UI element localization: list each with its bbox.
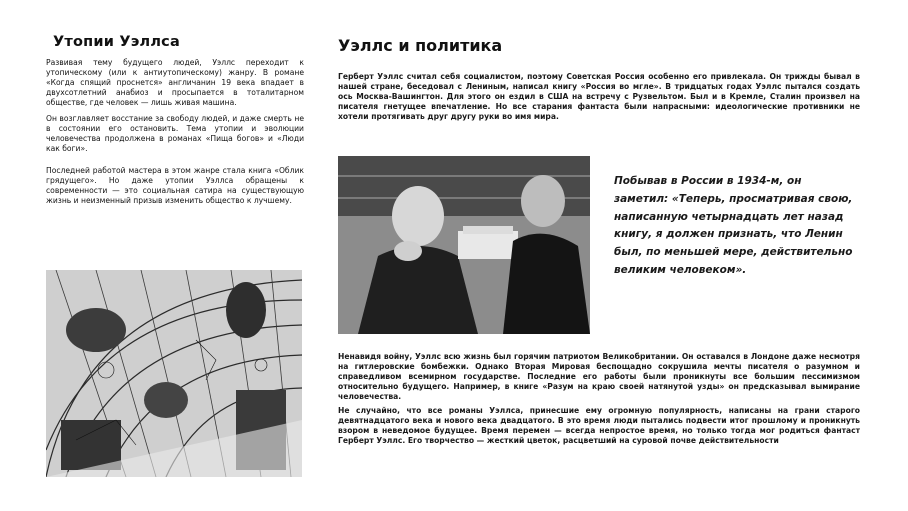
paragraph-text: Ненавидя войну, Уэллс всю жизнь был горячим патриотом Великобритании. Он оставался в Лондоне даже несмотря на гитлеровские бомбежки. Однако Вторая Мировая беспощадно сокрушила мечты писателя о разумном и справедливом всемирном государстве. Последние его работы были проникнуты все большим пессимизмом относительно будущего. Например, в книге «Разум на краю своей натянутой узды» он предсказывал вымирание человечества. — [338, 352, 860, 401]
politics-closing-text — [338, 352, 860, 450]
politics-intro-paragraph — [338, 72, 860, 126]
utopia-engraving-illustration — [46, 270, 302, 477]
left-text-block — [46, 58, 304, 212]
left-paragraph: Развивая тему будущего людей, Уэллс переходит к утопическому (или к антиутопическому) жанру. В романе «Когда спящий проснется» англичанин 19 века впадает в двухсотлетний анабиоз и просыпается в тоталитарном обществе, где человек — лишь живая машина. — [46, 58, 304, 107]
left-section-title: Утопии Уэллса — [53, 34, 180, 50]
lenin-quote: Побывав в России в 1934-м, он заметил: «Теперь, просматривая свою, написанную четырнадцать лет назад книгу, я должен признать, что Ленин был, по меньшей мере, действительно великим человеком». — [614, 175, 853, 276]
paragraph-text: Не случайно, что все романы Уэллса, принесшие ему огромную популярность, написаны на грани старого девятнадцатого века и нового века двадцатого. В это время люди пытались подвести итог прошлому и проникнуть взором в неведомое будущее. Время перемен — всегда непростое время, но только тогда мог родиться фантаст Герберт Уэллс. Его творчество — жесткий цветок, расцветший на суровой почве действительности — [338, 406, 860, 445]
right-section-title: Уэллс и политика — [338, 36, 503, 55]
left-paragraph: Он возглавляет восстание за свободу людей, и даже смерть не в состоянии его остановить. Тема утопии и эволюции человечества продолжена в романах «Пища богов» и «Люди как боги». — [46, 114, 304, 153]
left-paragraph: Последней работой мастера в этом жанре стала книга «Облик грядущего». Но даже утопии Уэллса обращены к современности — это социальная сатира на существующую жизнь и неизменный призыв изменить общество к лучшему. — [46, 166, 304, 205]
wells-lenin-photo — [338, 156, 590, 334]
engraving-image — [46, 270, 302, 477]
photo-image — [338, 156, 590, 334]
paragraph-text: Герберт Уэллс считал себя социалистом, поэтому Советская Россия особенно его привлекала. Он трижды бывал в нашей стране, беседовал с Лениным, написал книгу «Россия во мгле». В тридцатых годах Уэллс пытался создать ось Москва-Вашингтон. Для этого он ездил в США на встречу с Рузвельтом. Был и в Кремле, Сталин произвел на писателя гнетущее впечатление. Но все старания фантаста были напрасными: идеологические противники не хотели протягивать друг другу руки во имя мира. — [338, 72, 860, 121]
